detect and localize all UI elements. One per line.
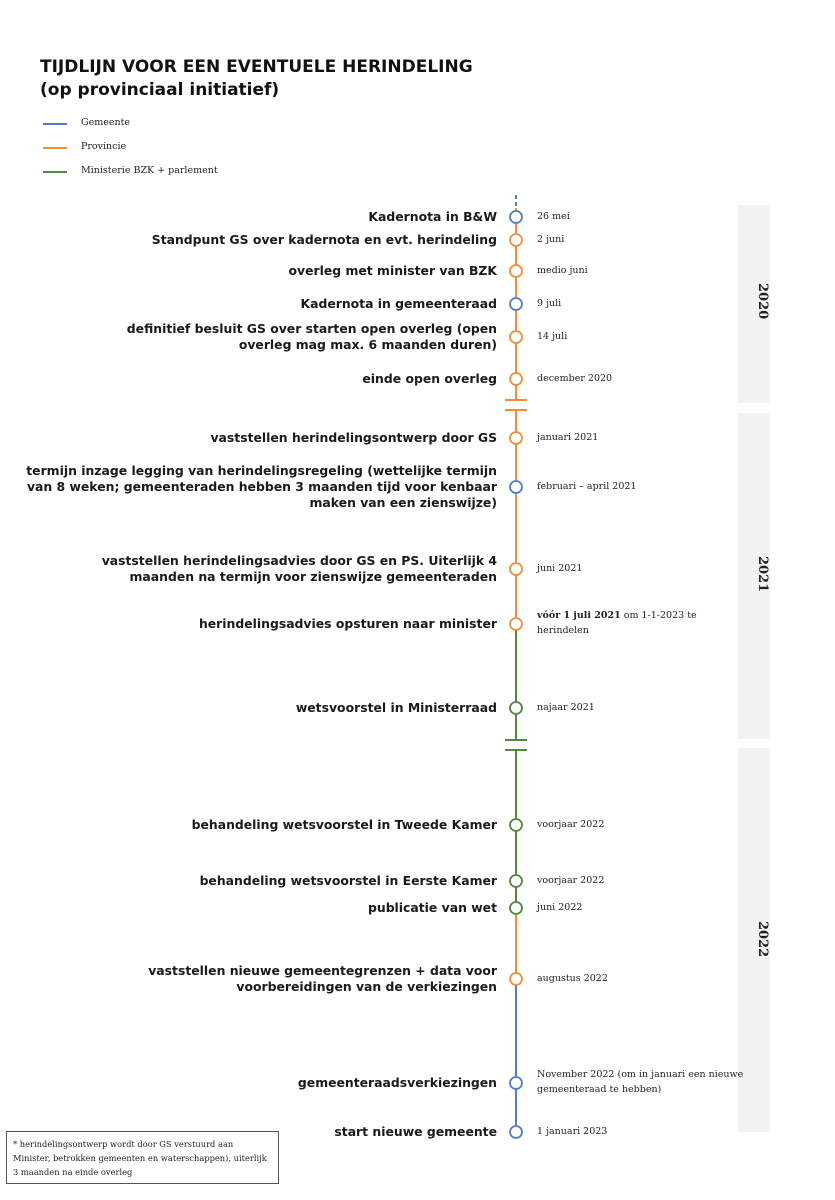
event-date-text: 2 juni: [537, 233, 565, 245]
event-label-line: herindelingsadvies opsturen naar minister: [198, 616, 497, 631]
event-date: [537, 371, 612, 386]
event-date-line: [537, 232, 564, 247]
legend-label: Provincie: [81, 141, 127, 152]
event-label: [127, 321, 497, 353]
event-date-line: [537, 296, 561, 311]
event-label: [200, 873, 497, 889]
timeline-node: [510, 432, 522, 444]
timeline-node: [510, 1126, 522, 1138]
event-date: [537, 873, 604, 888]
event-date-line: [537, 817, 604, 832]
event-date-text: juni 2022: [537, 901, 583, 913]
event-label: [210, 430, 497, 446]
timeline-node: [510, 618, 522, 630]
footnote-line: * herindelingsontwerp wordt door GS verstuurd aan: [13, 1139, 234, 1149]
event-date: [537, 900, 582, 915]
event-date: [537, 329, 567, 344]
event-label-line: Kadernota in gemeenteraad: [300, 296, 497, 311]
event-date-line: [537, 209, 570, 224]
event-date-line: [537, 873, 604, 888]
event-label: [298, 1075, 497, 1091]
event-label: [148, 963, 497, 995]
year-label: 2020: [755, 283, 770, 320]
event-label: [289, 263, 497, 279]
timeline-node: [510, 819, 522, 831]
event-label-line: voorbereidingen van de verkiezingen: [236, 979, 497, 994]
event-label-line: maanden na termijn voor zienswijze gemeenteraden: [129, 569, 497, 584]
event-date-emphasis: vóór 1 juli 2021: [537, 610, 621, 621]
footnote: [6, 1131, 279, 1184]
event-date-text: 9 juli: [537, 297, 562, 309]
event-label: [362, 371, 497, 387]
year-label: 2021: [755, 556, 770, 593]
event-label-line: publicatie van wet: [368, 900, 497, 915]
footnote-line: 3 maanden na einde overleg: [13, 1167, 133, 1177]
footnote-line: Minister, betrokken gemeenten en waterschappen), uiterlijk: [13, 1153, 267, 1163]
event-date-text: medio juni: [537, 264, 588, 276]
event-label-line: behandeling wetsvoorstel in Tweede Kamer: [191, 817, 497, 832]
event-date-text: voorjaar 2022: [537, 874, 605, 886]
event-label-line: definitief besluit GS over starten open overleg (open: [126, 321, 497, 336]
event-label-line: overleg mag max. 6 maanden duren): [238, 337, 497, 352]
timeline-node: [510, 481, 522, 493]
event-date: [537, 263, 588, 278]
legend-label: Gemeente: [81, 117, 131, 128]
event-date-line: [537, 608, 697, 623]
timeline-node: [510, 234, 522, 246]
event-date: [537, 608, 697, 638]
event-label-line: gemeenteraadsverkiezingen: [297, 1075, 497, 1090]
page-title: TIJDLIJN VOOR EEN EVENTUELE HERINDELING: [40, 57, 473, 77]
event-date: [537, 479, 636, 494]
timeline-node: [510, 902, 522, 914]
event-date-text: december 2020: [537, 372, 613, 384]
event-date-text: februari – april 2021: [537, 480, 637, 492]
timeline-node: [510, 563, 522, 575]
event-label-line: Standpunt GS over kadernota en evt. herindeling: [151, 232, 497, 247]
timeline-node: [510, 875, 522, 887]
event-date-line: [537, 971, 608, 986]
timeline-node: [510, 211, 522, 223]
event-label-line: behandeling wetsvoorstel in Eerste Kamer: [199, 873, 497, 888]
event-date: [537, 296, 561, 311]
page-subtitle: (op provinciaal initiatief): [40, 80, 280, 100]
timeline-node: [510, 702, 522, 714]
event-date-line: [537, 1124, 607, 1139]
event-label: [368, 209, 497, 225]
event-date-line: [537, 263, 588, 278]
event-date: [537, 817, 604, 832]
event-date-text: voorjaar 2022: [537, 818, 605, 830]
event-date-line: [537, 900, 582, 915]
event-date-line: [537, 1067, 743, 1082]
event-label: [300, 296, 497, 312]
event-label-line: Kadernota in B&W: [368, 209, 497, 224]
event-date-text: juni 2021: [537, 562, 583, 574]
event-label-line: maken van een zienswijze): [309, 495, 497, 510]
event-label: [199, 616, 497, 632]
year-label: 2022: [755, 921, 770, 958]
timeline-node: [510, 298, 522, 310]
event-date: [537, 209, 570, 224]
event-date: [537, 430, 598, 445]
event-date-line: [537, 561, 582, 576]
event-date-text: augustus 2022: [537, 972, 608, 984]
event-label-line: termijn inzage legging van herindelingsregeling (wettelijke termijn: [26, 463, 497, 478]
event-date: [537, 232, 564, 247]
event-label: [102, 553, 497, 585]
event-date-text: 14 juli: [537, 330, 568, 342]
event-label-line: vaststellen nieuwe gemeentegrenzen + data voor: [148, 963, 497, 978]
event-label: [334, 1124, 497, 1140]
event-date-text: januari 2021: [537, 431, 599, 443]
event-date-line: herindelen: [537, 625, 589, 636]
event-label: [368, 900, 497, 916]
event-date: [537, 1124, 607, 1139]
event-label-line: start nieuwe gemeente: [334, 1124, 497, 1139]
event-date-text: 1 januari 2023: [537, 1125, 608, 1137]
event-date-line: gemeenteraad te hebben): [537, 1084, 662, 1095]
event-date-line: [537, 371, 612, 386]
timeline-node: [510, 973, 522, 985]
event-date-text: 26 mei: [537, 210, 570, 222]
event-date: [537, 971, 608, 986]
legend-label: Ministerie BZK + parlement: [81, 165, 218, 176]
event-label-line: einde open overleg: [362, 371, 497, 386]
event-date-line: [537, 430, 598, 445]
timeline-node: [510, 1077, 522, 1089]
timeline-node: [510, 373, 522, 385]
event-label-line: vaststellen herindelingsadvies door GS en PS. Uiterlijk 4: [101, 553, 497, 568]
event-date-line: [537, 700, 595, 715]
event-label-line: overleg met minister van BZK: [288, 263, 497, 278]
event-date: [537, 700, 595, 715]
event-date: [537, 561, 582, 576]
event-label: [26, 463, 497, 511]
timeline-node: [510, 265, 522, 277]
event-date-text: najaar 2021: [537, 701, 595, 713]
event-date: [537, 1067, 743, 1097]
event-date-line: [537, 479, 636, 494]
event-label: [296, 700, 497, 716]
event-label-line: wetsvoorstel in Ministerraad: [295, 700, 497, 715]
event-label: [152, 232, 497, 248]
timeline-node: [510, 331, 522, 343]
event-date-text: om 1-1-2023 te: [620, 610, 697, 621]
event-label: [192, 817, 497, 833]
event-label-line: van 8 weken; gemeenteraden hebben 3 maanden tijd voor kenbaar: [26, 479, 497, 494]
event-label-line: vaststellen herindelingsontwerp door GS: [210, 430, 497, 445]
event-date-line: [537, 329, 567, 344]
event-date-text: November 2022 (om in januari een nieuwe: [537, 1069, 744, 1080]
